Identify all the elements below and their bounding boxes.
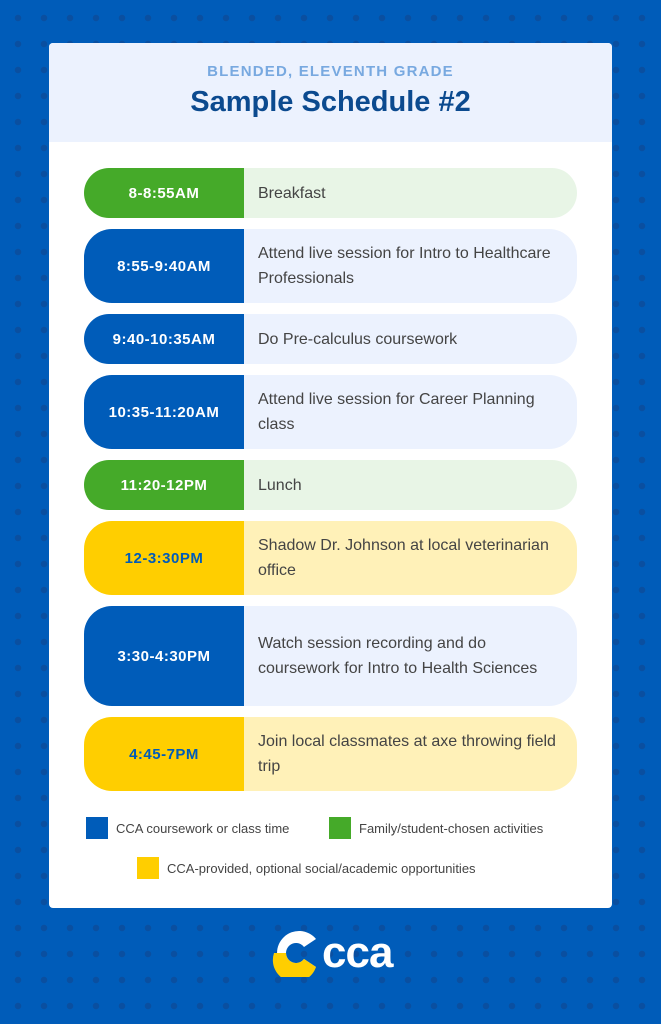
activity bbox=[244, 460, 577, 510]
time-slot: 12-3:30PM bbox=[84, 521, 244, 595]
activity bbox=[244, 717, 577, 791]
time-slot: 10:35-11:20AM bbox=[84, 375, 244, 449]
legend-item-optional bbox=[137, 857, 476, 879]
schedule-card bbox=[49, 43, 612, 908]
activity-text: Do Pre-calculus coursework bbox=[258, 330, 458, 348]
time-slot: 4:45-7PM bbox=[84, 717, 244, 791]
activity bbox=[244, 606, 577, 706]
activity bbox=[244, 168, 577, 218]
activity-text: Join local classmates at axe throwing field trip bbox=[258, 733, 556, 775]
sunburst-icon bbox=[272, 929, 320, 977]
activity-text: Attend live session for Intro to Healthcare Professionals bbox=[258, 245, 551, 287]
schedule-row bbox=[84, 229, 577, 303]
blue-swatch bbox=[86, 817, 108, 839]
legend-label: CCA-provided, optional social/academic opportunities bbox=[167, 860, 476, 876]
activity-text: Attend live session for Career Planning class bbox=[258, 391, 535, 433]
logo-text: cca bbox=[322, 928, 393, 977]
cca-logo bbox=[272, 928, 392, 978]
legend-item-coursework bbox=[86, 817, 289, 839]
legend-label: Family/student-chosen activities bbox=[359, 820, 544, 836]
time-slot: 11:20-12PM bbox=[84, 460, 244, 510]
header bbox=[49, 43, 612, 142]
schedule-row bbox=[84, 717, 577, 791]
subtitle: BLENDED, ELEVENTH GRADE bbox=[207, 63, 454, 80]
activity-text: Watch session recording and do coursework for Intro to Health Sciences bbox=[258, 635, 538, 677]
activity bbox=[244, 229, 577, 303]
time-slot: 8:55-9:40AM bbox=[84, 229, 244, 303]
activity-text: Shadow Dr. Johnson at local veterinarian office bbox=[258, 537, 549, 579]
time-slot: 9:40-10:35AM bbox=[84, 314, 244, 364]
yellow-swatch bbox=[137, 857, 159, 879]
activity bbox=[244, 375, 577, 449]
schedule-row bbox=[84, 168, 577, 218]
legend-item-family bbox=[329, 817, 543, 839]
green-swatch bbox=[329, 817, 351, 839]
activity-text: Breakfast bbox=[258, 184, 326, 202]
activity bbox=[244, 521, 577, 595]
page-title: Sample Schedule #2 bbox=[190, 86, 471, 118]
schedule-row bbox=[84, 606, 577, 706]
activity bbox=[244, 314, 577, 364]
time-slot: 8-8:55AM bbox=[84, 168, 244, 218]
activity-text: Lunch bbox=[258, 476, 302, 494]
schedule-row bbox=[84, 521, 577, 595]
schedule-row bbox=[84, 460, 577, 510]
legend-label: CCA coursework or class time bbox=[116, 820, 290, 836]
schedule-row bbox=[84, 314, 577, 364]
schedule-row bbox=[84, 375, 577, 449]
time-slot: 3:30-4:30PM bbox=[84, 606, 244, 706]
